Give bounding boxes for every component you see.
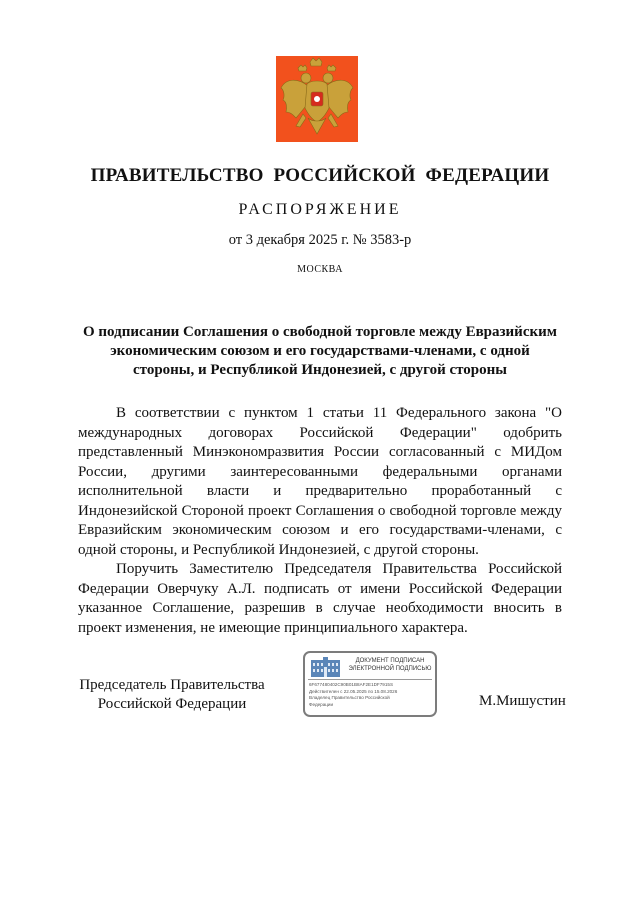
stamp-details — [309, 682, 397, 708]
document-heading: О подписании Соглашения о свободной торговле между Евразийским экономическим союзом и его государствами-членами, с одной стороны, и Республикой Индонезией, с другой стороны — [82, 324, 557, 378]
stamp-title-line: ЭЛЕКТРОННОЙ ПОДПИСЬЮ — [348, 665, 432, 672]
body-paragraph: В соответствии с пунктом 1 статьи 11 Федерального закона "О международных договорах Российской Федерации" одобрить представленный Минэкономразвития России согласованный с МИДом России, другими заинтересованными федеральными органами исполнительной власти и предварительно проработанный с Индонезийской Стороной проект Соглашения о свободной торговле между Евразийским экономическим союзом и его государствами-членами, с одной стороны, и Республикой Индонезией, с другой стороны. — [78, 405, 562, 558]
eagle-icon — [276, 56, 358, 142]
position-line: Председатель Правительства — [79, 677, 265, 693]
certificate-validity: Действителен с 22.05.2025 по 15.08.2026 — [309, 688, 398, 694]
coat-of-arms-emblem — [276, 56, 358, 142]
signatory-position — [72, 676, 272, 714]
certificate-number: 6F677480402C90B01B8AF2E1DF7915S — [309, 682, 394, 687]
signatory-name: М.Мишустин — [479, 693, 566, 709]
government-title: ПРАВИТЕЛЬСТВО РОССИЙСКОЙ ФЕДЕРАЦИИ — [90, 165, 550, 186]
document-body — [78, 404, 562, 638]
document-type: РАСПОРЯЖЕНИЕ — [238, 201, 402, 218]
government-building-icon — [309, 657, 342, 679]
stamp-divider — [308, 679, 432, 680]
position-line: Российской Федерации — [97, 696, 247, 712]
stamp-title-line: ДОКУМЕНТ ПОДПИСАН — [355, 658, 425, 664]
certificate-owner: Федерации — [309, 701, 334, 707]
document-date-number: от 3 декабря 2025 г. № 3583-р — [228, 232, 412, 248]
city-name: МОСКВА — [297, 264, 343, 275]
stamp-title — [343, 658, 437, 673]
certificate-owner: Владелец Правительство Российской — [309, 695, 390, 701]
electronic-signature-stamp — [303, 651, 437, 717]
body-paragraph: Поручить Заместителю Председателя Правительства Российской Федерации Оверчуку А.Л. подписать от имени Российской Федерации указанное Соглашение, разрешив в случае необходимости вносить в проект изменения, не имеющие принципиального характера. — [78, 561, 562, 636]
